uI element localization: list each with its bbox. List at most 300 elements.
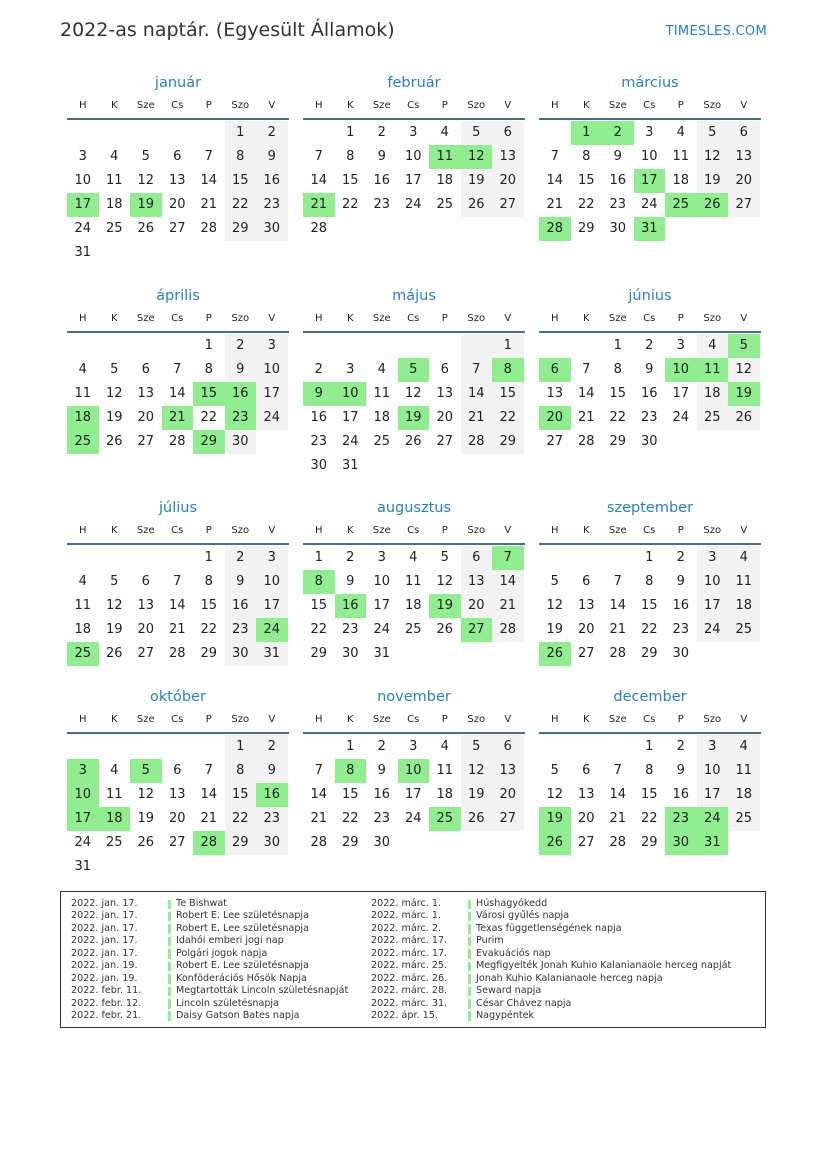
month-június — [539, 285, 761, 454]
day-cell: 18 — [404, 598, 422, 613]
holiday-marker — [468, 962, 471, 972]
legend-holiday-name: Robert E. Lee születésnapja — [176, 960, 309, 972]
day-cell: 22 — [640, 811, 658, 826]
day-cell: 24 — [74, 221, 92, 236]
day-cell: 17 — [404, 787, 422, 802]
day-cell: 23 — [256, 193, 288, 217]
weekday-header — [303, 519, 525, 545]
holiday-marker — [168, 1011, 171, 1021]
weekday-header — [303, 307, 525, 333]
legend-holiday-name: Texas függetlenségének napja — [476, 922, 622, 934]
month-name: november — [377, 689, 451, 705]
day-cell: 20 — [137, 410, 155, 425]
legend-holiday-name: Megtartották Lincoln születésnapját — [176, 985, 349, 997]
day-cell: 2 — [645, 338, 654, 353]
weekday-label: H — [78, 100, 87, 111]
day-cell: 15 — [640, 598, 658, 613]
weekday-label: K — [582, 100, 590, 111]
weekday-label: Szo — [467, 525, 486, 536]
day-cell: 12 — [728, 358, 760, 382]
day-cell: 27 — [137, 434, 155, 449]
empty-cell — [303, 121, 335, 145]
day-cell: 27 — [546, 434, 564, 449]
weekday-label: P — [205, 714, 212, 725]
day-cell: 15 — [341, 787, 359, 802]
holiday-day-cell: 2 — [602, 121, 634, 145]
day-cell: 14 — [546, 173, 564, 188]
day-cell: 21 — [609, 811, 627, 826]
day-cell: 19 — [461, 783, 493, 807]
day-cell: 22 — [310, 622, 328, 637]
day-cell: 14 — [168, 386, 186, 401]
day-cell: 11 — [436, 763, 454, 778]
day-cell: 30 — [256, 217, 288, 241]
weekday-label: P — [441, 313, 448, 324]
month-name: április — [156, 288, 200, 304]
empty-cell — [303, 334, 335, 358]
day-cell: 13 — [137, 386, 155, 401]
weekday-label: Sze — [136, 100, 155, 111]
day-cell: 1 — [225, 735, 257, 759]
weekday-label: Sze — [608, 525, 627, 536]
empty-cell — [602, 546, 634, 570]
day-cell: 5 — [550, 574, 559, 589]
day-cell: 10 — [404, 149, 422, 164]
day-cell: 21 — [577, 410, 595, 425]
month-name: március — [621, 75, 679, 91]
holiday-marker — [468, 900, 471, 910]
weekday-label: Sze — [608, 313, 627, 324]
day-cell: 12 — [546, 598, 564, 613]
day-cell: 14 — [609, 787, 627, 802]
day-cell: 26 — [105, 434, 123, 449]
day-cell: 4 — [110, 763, 119, 778]
day-cell: 23 — [225, 618, 257, 642]
day-cell: 9 — [225, 570, 257, 594]
day-cell: 8 — [613, 362, 622, 377]
day-cell: 5 — [440, 550, 449, 565]
holiday-day-cell: 10 — [398, 759, 430, 783]
day-grid — [303, 121, 524, 241]
day-cell: 18 — [373, 410, 391, 425]
day-cell: 10 — [697, 570, 729, 594]
empty-cell — [571, 334, 603, 358]
day-cell: 9 — [645, 362, 654, 377]
month-október — [67, 686, 289, 879]
day-cell: 22 — [341, 811, 359, 826]
month-name: december — [613, 689, 687, 705]
day-cell: 17 — [404, 173, 422, 188]
day-cell: 15 — [609, 386, 627, 401]
day-cell: 6 — [582, 763, 591, 778]
day-cell: 17 — [256, 594, 288, 618]
day-cell: 21 — [200, 811, 218, 826]
day-cell: 29 — [577, 221, 595, 236]
weekday-label: V — [268, 313, 276, 324]
day-cell: 19 — [697, 169, 729, 193]
empty-cell — [429, 334, 461, 358]
weekday-label: H — [550, 100, 559, 111]
holiday-day-cell: 19 — [130, 193, 162, 217]
weekday-label: V — [504, 525, 512, 536]
day-cell: 4 — [409, 550, 418, 565]
weekday-label: Szo — [703, 100, 722, 111]
holiday-marker — [468, 1011, 471, 1021]
weekday-label: Szo — [231, 714, 250, 725]
day-cell: 28 — [492, 618, 524, 642]
day-grid — [539, 546, 760, 666]
day-cell: 8 — [346, 149, 355, 164]
day-cell: 4 — [728, 735, 760, 759]
weekday-label: V — [740, 100, 748, 111]
weekday-label: Szo — [231, 313, 250, 324]
legend-date: 2022. márc. 17. — [371, 947, 448, 959]
empty-cell — [99, 121, 131, 145]
day-cell: 29 — [225, 831, 257, 855]
empty-cell — [539, 546, 571, 570]
day-cell: 2 — [225, 546, 257, 570]
weekday-label: K — [110, 313, 118, 324]
day-cell: 24 — [373, 622, 391, 637]
day-cell: 16 — [310, 410, 328, 425]
day-cell: 28 — [200, 221, 218, 236]
weekday-label: Sze — [372, 313, 391, 324]
day-cell: 5 — [141, 149, 150, 164]
weekday-label: Cs — [643, 525, 656, 536]
day-cell: 26 — [105, 646, 123, 661]
month-december — [539, 686, 761, 855]
day-cell: 4 — [78, 574, 87, 589]
day-cell: 22 — [225, 193, 257, 217]
day-cell: 30 — [672, 646, 690, 661]
holiday-day-cell: 18 — [67, 406, 99, 430]
day-cell: 24 — [672, 410, 690, 425]
weekday-label: P — [677, 100, 684, 111]
legend-date: 2022. febr. 12. — [71, 997, 142, 1009]
day-cell: 10 — [74, 173, 92, 188]
day-cell: 11 — [404, 574, 422, 589]
holiday-day-cell: 23 — [225, 406, 257, 430]
day-cell: 20 — [168, 811, 186, 826]
day-cell: 21 — [461, 406, 493, 430]
legend-holiday-name: Te Bishwat — [176, 898, 227, 909]
legend-holiday-name: Daisy Gatson Bates napja — [176, 1009, 300, 1021]
empty-cell — [162, 121, 194, 145]
month-name: augusztus — [376, 500, 452, 516]
day-cell: 30 — [341, 646, 359, 661]
weekday-label: Szo — [703, 714, 722, 725]
weekday-label: V — [740, 525, 748, 536]
holiday-day-cell: 12 — [461, 145, 493, 169]
day-cell: 22 — [609, 410, 627, 425]
holiday-day-cell: 19 — [398, 406, 430, 430]
legend-date: 2022. márc. 25. — [371, 960, 448, 972]
holiday-marker — [168, 937, 171, 947]
day-cell: 27 — [728, 193, 760, 217]
holiday-day-cell: 17 — [67, 807, 99, 831]
day-cell: 13 — [492, 759, 524, 783]
day-cell: 1 — [225, 121, 257, 145]
day-cell: 2 — [676, 739, 685, 754]
day-cell: 23 — [640, 410, 658, 425]
day-cell: 28 — [577, 434, 595, 449]
day-cell: 28 — [609, 646, 627, 661]
day-cell: 31 — [373, 646, 391, 661]
day-cell: 29 — [640, 835, 658, 850]
legend-date: 2022. febr. 11. — [71, 985, 142, 997]
day-cell: 2 — [225, 334, 257, 358]
day-grid — [67, 334, 288, 454]
day-cell: 19 — [137, 811, 155, 826]
day-cell: 24 — [697, 618, 729, 642]
day-cell: 7 — [314, 763, 323, 778]
day-cell: 29 — [200, 646, 218, 661]
weekday-label: Szo — [231, 100, 250, 111]
weekday-label: P — [677, 714, 684, 725]
day-cell: 20 — [168, 197, 186, 212]
day-cell: 12 — [436, 574, 454, 589]
day-cell: 23 — [310, 434, 328, 449]
weekday-header — [67, 708, 289, 734]
empty-cell — [67, 334, 99, 358]
day-cell: 9 — [256, 759, 288, 783]
day-cell: 17 — [672, 386, 690, 401]
day-cell: 18 — [436, 787, 454, 802]
day-cell: 6 — [173, 149, 182, 164]
day-cell: 11 — [728, 570, 760, 594]
site-link[interactable]: TIMESLES.COM — [665, 24, 767, 39]
day-cell: 22 — [640, 622, 658, 637]
day-cell: 29 — [640, 646, 658, 661]
day-cell: 3 — [645, 125, 654, 140]
empty-cell — [99, 546, 131, 570]
legend-holiday-name: Városi gyűlés napja — [476, 910, 570, 922]
day-cell: 18 — [74, 622, 92, 637]
holiday-day-cell: 15 — [193, 382, 225, 406]
weekday-label: Cs — [643, 313, 656, 324]
legend-holiday-name: Konföderációs Hősök Napja — [176, 972, 307, 984]
day-cell: 29 — [225, 217, 257, 241]
day-cell: 21 — [492, 594, 524, 618]
month-január — [67, 72, 289, 265]
day-cell: 29 — [609, 434, 627, 449]
weekday-label: V — [268, 100, 276, 111]
holiday-day-cell: 19 — [429, 594, 461, 618]
holiday-day-cell: 8 — [492, 358, 524, 382]
legend-date: 2022. márc. 1. — [371, 910, 441, 922]
weekday-label: K — [582, 525, 590, 536]
month-name: július — [158, 500, 198, 516]
day-cell: 9 — [613, 149, 622, 164]
day-cell: 16 — [609, 173, 627, 188]
day-cell: 30 — [225, 642, 257, 666]
holiday-day-cell: 10 — [665, 358, 697, 382]
day-cell: 5 — [110, 574, 119, 589]
day-grid — [67, 735, 288, 879]
holiday-day-cell: 26 — [539, 831, 571, 855]
holiday-day-cell: 9 — [303, 382, 335, 406]
month-augusztus — [303, 497, 525, 666]
empty-cell — [602, 735, 634, 759]
holiday-marker — [468, 949, 471, 959]
day-cell: 25 — [697, 406, 729, 430]
day-cell: 26 — [137, 221, 155, 236]
holiday-day-cell: 11 — [429, 145, 461, 169]
weekday-header — [539, 519, 761, 545]
day-cell: 6 — [141, 574, 150, 589]
day-cell: 4 — [697, 334, 729, 358]
day-cell: 3 — [409, 125, 418, 140]
empty-cell — [130, 121, 162, 145]
empty-cell — [130, 334, 162, 358]
weekday-label: P — [441, 525, 448, 536]
holiday-day-cell: 25 — [429, 807, 461, 831]
day-cell: 11 — [74, 598, 92, 613]
day-cell: 3 — [256, 546, 288, 570]
day-cell: 24 — [74, 835, 92, 850]
weekday-label: K — [110, 714, 118, 725]
day-cell: 28 — [168, 646, 186, 661]
holiday-day-cell: 16 — [335, 594, 367, 618]
day-cell: 28 — [461, 430, 493, 454]
legend-holiday-name: César Chávez napja — [476, 997, 572, 1009]
weekday-label: Cs — [407, 313, 420, 324]
day-cell: 8 — [645, 574, 654, 589]
weekday-label: H — [314, 313, 323, 324]
day-cell: 16 — [225, 594, 257, 618]
day-grid — [539, 121, 760, 241]
day-cell: 18 — [728, 783, 760, 807]
holiday-day-cell: 28 — [193, 831, 225, 855]
day-cell: 21 — [310, 811, 328, 826]
day-cell: 26 — [436, 622, 454, 637]
empty-cell — [398, 334, 430, 358]
holiday-marker — [468, 924, 471, 934]
holiday-marker — [168, 912, 171, 922]
day-cell: 14 — [577, 386, 595, 401]
day-cell: 12 — [404, 386, 422, 401]
day-cell: 18 — [436, 173, 454, 188]
day-cell: 15 — [492, 382, 524, 406]
holiday-day-cell: 19 — [539, 807, 571, 831]
day-grid — [539, 735, 760, 855]
day-cell: 10 — [373, 574, 391, 589]
weekday-header — [67, 307, 289, 333]
day-cell: 16 — [672, 787, 690, 802]
holiday-day-cell: 21 — [162, 406, 194, 430]
day-cell: 12 — [461, 759, 493, 783]
day-grid — [303, 735, 524, 855]
page-title: 2022-as naptár. (Egyesült Államok) — [60, 19, 395, 41]
holiday-day-cell: 5 — [130, 759, 162, 783]
day-cell: 15 — [341, 173, 359, 188]
weekday-label: Sze — [372, 100, 391, 111]
weekday-label: V — [268, 714, 276, 725]
empty-cell — [67, 546, 99, 570]
day-cell: 16 — [256, 169, 288, 193]
holiday-marker — [168, 900, 171, 910]
day-cell: 13 — [546, 386, 564, 401]
weekday-label: Cs — [171, 313, 184, 324]
month-március — [539, 72, 761, 241]
day-cell: 26 — [404, 434, 422, 449]
day-cell: 30 — [310, 458, 328, 473]
legend-holiday-name: Lincoln születésnapja — [176, 997, 279, 1009]
empty-cell — [366, 334, 398, 358]
legend-holiday-name: Húshagyókedd — [476, 898, 548, 909]
weekday-label: K — [582, 313, 590, 324]
day-cell: 11 — [105, 787, 123, 802]
legend-holiday-name: Robert E. Lee születésnapja — [176, 922, 309, 934]
legend-holiday-name: Polgári jogok napja — [176, 947, 268, 959]
day-cell: 27 — [168, 221, 186, 236]
weekday-label: V — [740, 313, 748, 324]
weekday-label: Cs — [407, 100, 420, 111]
legend-holiday-name: Idahói emberi jogi nap — [176, 935, 284, 947]
day-cell: 18 — [105, 197, 123, 212]
day-cell: 1 — [346, 739, 355, 754]
weekday-label: H — [314, 525, 323, 536]
weekday-label: P — [205, 525, 212, 536]
weekday-label: H — [78, 525, 87, 536]
day-cell: 7 — [204, 763, 213, 778]
holiday-day-cell: 8 — [303, 570, 335, 594]
weekday-header — [539, 307, 761, 333]
day-cell: 12 — [546, 787, 564, 802]
day-cell: 3 — [256, 334, 288, 358]
weekday-label: Szo — [467, 313, 486, 324]
month-szeptember — [539, 497, 761, 666]
day-cell: 8 — [204, 362, 213, 377]
day-cell: 28 — [310, 835, 328, 850]
day-cell: 20 — [492, 169, 524, 193]
day-cell: 16 — [373, 173, 391, 188]
holiday-day-cell: 30 — [665, 831, 697, 855]
day-cell: 24 — [640, 197, 658, 212]
empty-cell — [539, 334, 571, 358]
day-cell: 19 — [105, 410, 123, 425]
day-cell: 9 — [377, 149, 386, 164]
day-cell: 3 — [697, 735, 729, 759]
weekday-label: Sze — [608, 714, 627, 725]
weekday-label: H — [550, 313, 559, 324]
day-cell: 2 — [676, 550, 685, 565]
day-cell: 8 — [204, 574, 213, 589]
weekday-label: H — [78, 313, 87, 324]
day-cell: 22 — [200, 622, 218, 637]
legend-holiday-name: Seward napja — [476, 985, 542, 997]
weekday-label: Sze — [136, 313, 155, 324]
day-cell: 4 — [676, 125, 685, 140]
day-cell: 2 — [256, 735, 288, 759]
weekday-label: Cs — [171, 714, 184, 725]
day-cell: 9 — [377, 763, 386, 778]
day-grid — [67, 546, 288, 666]
day-cell: 15 — [310, 598, 328, 613]
day-cell: 20 — [577, 811, 595, 826]
month-április — [67, 285, 289, 454]
day-cell: 28 — [168, 434, 186, 449]
day-cell: 25 — [436, 197, 454, 212]
day-cell: 14 — [609, 598, 627, 613]
day-cell: 30 — [256, 831, 288, 855]
day-cell: 17 — [256, 382, 288, 406]
day-cell: 28 — [609, 835, 627, 850]
empty-cell — [162, 735, 194, 759]
day-cell: 20 — [577, 622, 595, 637]
day-cell: 12 — [105, 386, 123, 401]
empty-cell — [303, 735, 335, 759]
